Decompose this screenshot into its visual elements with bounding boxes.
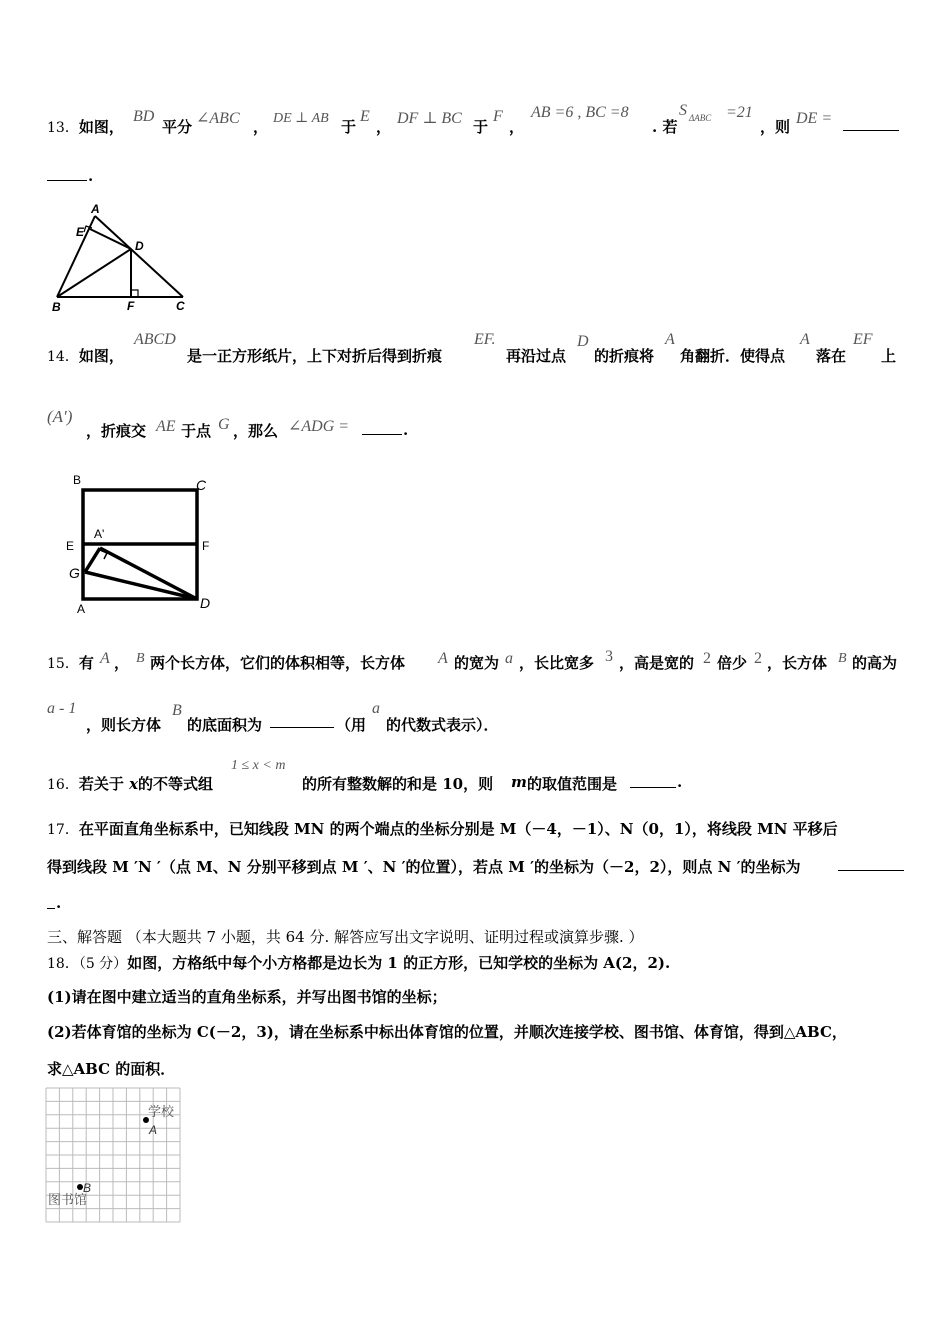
q14-text: ，折痕交 bbox=[86, 422, 147, 440]
q14-square-figure bbox=[60, 470, 220, 618]
q14-text: 的折痕将 bbox=[594, 347, 655, 365]
q15-b2: B bbox=[838, 651, 847, 666]
q14-text: 是一正方形纸片，上下对折后得到折痕 bbox=[187, 347, 443, 365]
q17-line-2: 得到线段 M ′N ′（点 M、N 分别平移到点 M ′、N ′的位置），若点 M ′的坐标为（－2，2），则点 N ′的坐标为 bbox=[47, 858, 801, 876]
q16-m: m bbox=[511, 773, 527, 791]
q13-text: 如图， bbox=[78, 118, 124, 136]
q18-line-1 bbox=[47, 952, 670, 973]
q14-number: 14． bbox=[47, 349, 79, 365]
q18-part-2b: 求△ABC 的面积． bbox=[47, 1060, 176, 1078]
q15-number: 15． bbox=[47, 656, 79, 672]
q15-text: 有 bbox=[78, 654, 94, 672]
q15-text: ，长比宽多 bbox=[519, 654, 595, 672]
q13-de-eq: DE = bbox=[796, 110, 833, 127]
q14-a: A bbox=[665, 331, 675, 348]
q14-angle-adg: ∠ADG = bbox=[288, 418, 350, 435]
q13-label-b: B bbox=[52, 300, 61, 314]
q13-label-a: A bbox=[91, 202, 100, 216]
q15-comma: ， bbox=[114, 654, 130, 672]
q13-comma: ， bbox=[376, 118, 392, 136]
q14-label-g: G bbox=[69, 565, 80, 581]
q13-period: . bbox=[88, 167, 94, 185]
q13-angle-abc: ∠ABC bbox=[196, 110, 240, 127]
q14-label-f: F bbox=[202, 539, 210, 553]
q18-part-2: (2)若体育馆的坐标为 C(－2，3)，请在坐标系中标出体育馆的位置，并顺次连接学校、图书馆、体育馆，得到△ABC， bbox=[47, 1023, 847, 1041]
q15-a: A bbox=[100, 650, 110, 667]
q14-text: 再沿过点 bbox=[506, 347, 567, 365]
q15-text: 的宽为 bbox=[454, 654, 500, 672]
q15-text-line bbox=[47, 652, 94, 673]
q18-grid-figure bbox=[44, 1086, 184, 1226]
q14-a-prime: (A′) bbox=[47, 407, 73, 426]
q13-bd: BD bbox=[133, 108, 155, 125]
q13-text: . 若 bbox=[652, 118, 678, 136]
label-school: 学校 bbox=[148, 1104, 175, 1119]
q15-text: 倍少 bbox=[717, 654, 748, 672]
q15-three: 3 bbox=[605, 648, 613, 665]
q14-label-b: B bbox=[73, 473, 82, 487]
q13-df-perp-bc: DF ⊥ BC bbox=[397, 110, 462, 127]
q16-text-line bbox=[47, 773, 213, 794]
q17-number: 17． bbox=[47, 822, 79, 838]
q17-line-1 bbox=[47, 818, 838, 839]
q13-label-f: F bbox=[127, 299, 135, 313]
q13-comma: ， bbox=[509, 118, 525, 136]
q13-label-e: E bbox=[76, 225, 85, 239]
q14-d: D bbox=[577, 333, 589, 350]
q15-two: 2 bbox=[703, 650, 711, 667]
q17-text: 在平面直角坐标系中，已知线段 MN 的两个端点的坐标分别是 M（－4，－1）、N（0，1），将线段 MN 平移后 bbox=[78, 820, 838, 838]
q16-text: 的不等式组 bbox=[138, 775, 214, 793]
q16-text: 的取值范围是 bbox=[527, 775, 618, 793]
q15-text: ，高是宽的 bbox=[619, 654, 695, 672]
q14-ae: AE bbox=[156, 418, 176, 435]
q16-text: 的所有整数解的和是 10，则 bbox=[302, 775, 494, 793]
q16-number: 16． bbox=[47, 777, 79, 793]
q13-answer-blank[interactable] bbox=[843, 116, 899, 131]
q15-text: 的代数式表示）． bbox=[386, 716, 499, 734]
q15-b3: B bbox=[172, 702, 182, 719]
q16-x: x bbox=[129, 775, 139, 793]
q13-triangle-figure bbox=[45, 200, 195, 315]
q13-s-sub: ΔABC bbox=[689, 113, 712, 123]
q13-s-letter: S bbox=[679, 102, 687, 119]
q14-text: 角翻折．使得点 bbox=[680, 347, 786, 365]
section-3-title: 三、解答题 （本大题共 7 小题，共 64 分. 解答应写出文字说明、证明过程或演算步骤. ） bbox=[47, 928, 644, 946]
q16-answer-blank[interactable] bbox=[630, 773, 676, 788]
label-b: B bbox=[83, 1181, 92, 1195]
q13-ab-bc: AB =6 , BC =8 bbox=[531, 104, 629, 121]
q15-text: ，则长方体 bbox=[86, 716, 162, 734]
q15-text: 两个长方体，它们的体积相等，长方体 bbox=[150, 654, 406, 672]
q14-g: G bbox=[218, 416, 230, 433]
q15-var-a2: a bbox=[372, 700, 380, 717]
q15-two2: 2 bbox=[754, 650, 762, 667]
q17-answer-blank[interactable] bbox=[838, 856, 904, 871]
q18-part-1: (1)请在图中建立适当的直角坐标系，并写出图书馆的坐标； bbox=[47, 988, 447, 1006]
q14-label-e: E bbox=[66, 539, 75, 553]
q13-comma: ， bbox=[253, 118, 269, 136]
q14-text-line bbox=[47, 345, 124, 366]
q14-abcd: ABCD bbox=[134, 331, 176, 348]
q13-text: 于 bbox=[341, 118, 357, 136]
label-library: 图书馆 bbox=[48, 1192, 88, 1207]
q14-label-a: A bbox=[77, 602, 86, 616]
q13-f: F bbox=[493, 108, 503, 125]
q18-number: 18． bbox=[47, 956, 79, 972]
q14-label-a-prime: A' bbox=[94, 527, 105, 541]
q13-number: 13． bbox=[47, 120, 79, 136]
q15-var-a: a bbox=[505, 650, 513, 667]
q14-text: 于点 bbox=[181, 422, 212, 440]
q15-text: 的底面积为 bbox=[187, 716, 263, 734]
q14-ef2: EF bbox=[853, 331, 873, 348]
q18-score: （5 分） bbox=[78, 956, 128, 972]
q14-text: 如图， bbox=[78, 347, 124, 365]
q13-text: 于 bbox=[473, 118, 489, 136]
label-a: A bbox=[149, 1123, 158, 1137]
q13-text-line bbox=[47, 116, 124, 137]
q16-inequality: 1 ≤ x < m bbox=[231, 758, 286, 773]
q13-answer-blank-cont[interactable] bbox=[47, 166, 87, 181]
q14-ef: EF. bbox=[474, 331, 496, 348]
q13-label-c: C bbox=[176, 299, 185, 313]
q14-a2: A bbox=[800, 331, 810, 348]
q13-e: E bbox=[360, 108, 370, 125]
q13-de-perp-ab: DE ⊥ AB bbox=[273, 111, 329, 126]
q18-text: 如图，方格纸中每个小方格都是边长为 1 的正方形，已知学校的坐标为 A(2，2). bbox=[127, 954, 671, 972]
q16-period: . bbox=[677, 773, 683, 791]
q13-text: 平分 bbox=[162, 118, 193, 136]
q14-text: ，那么 bbox=[233, 422, 279, 440]
q14-label-d: D bbox=[200, 595, 211, 611]
q14-text: 上 bbox=[881, 347, 897, 365]
q13-label-d: D bbox=[135, 239, 144, 253]
q14-text: 落在 bbox=[816, 347, 847, 365]
q15-a2: A bbox=[438, 650, 448, 667]
q14-answer-blank[interactable] bbox=[362, 420, 402, 435]
q13-eq21: =21 bbox=[726, 104, 753, 121]
q14-label-c: C bbox=[196, 477, 207, 493]
q15-text: ，长方体 bbox=[767, 654, 828, 672]
q17-answer-blank-cont[interactable] bbox=[47, 894, 55, 909]
q16-text: 若关于 bbox=[78, 775, 124, 793]
q13-text: ，则 bbox=[760, 118, 791, 136]
q15-text: （用 bbox=[336, 716, 367, 734]
q17-period: . bbox=[56, 894, 62, 912]
q15-answer-blank[interactable] bbox=[270, 713, 334, 728]
q13-s bbox=[679, 102, 712, 123]
q15-b: B bbox=[136, 651, 145, 666]
q15-a-minus-1: a - 1 bbox=[47, 700, 77, 717]
q14-period: . bbox=[403, 421, 409, 439]
q15-text: 的高为 bbox=[852, 654, 898, 672]
